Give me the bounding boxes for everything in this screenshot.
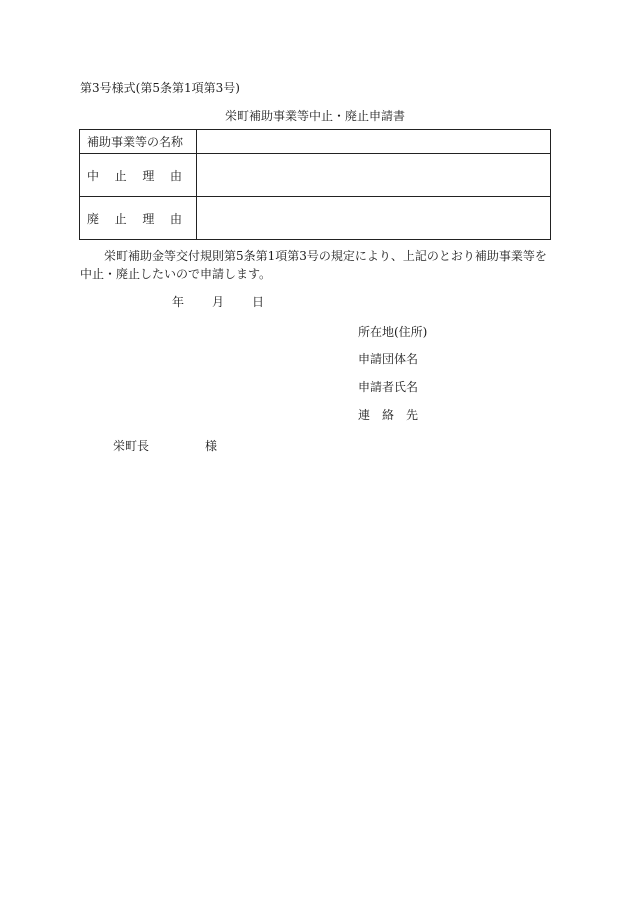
applicant-contact-label: 連 絡 先 [358,408,419,422]
addressee-name: 栄町長 [113,439,150,453]
application-table [79,129,551,240]
project-name-field[interactable] [197,130,551,154]
form-number: 第3号様式(第5条第1項第3号) [80,81,240,95]
applicant-address-label: 所在地(住所) [358,325,428,339]
project-name-label: 補助事業等の名称 [80,130,197,154]
stop-reason-field[interactable] [197,154,551,197]
application-statement: 栄町補助金等交付規則第5条第1項第3号の規定により、上記のとおり補助事業等を中止・廃止したいので申請します。 [80,249,547,281]
table-row-project-name [80,130,551,154]
table-row-abolish-reason [80,197,551,240]
addressee [113,437,217,454]
date-line [172,293,264,310]
applicant-organization-label: 申請団体名 [358,352,419,366]
applicant-name-label: 申請者氏名 [358,380,419,394]
document-title: 栄町補助事業等中止・廃止申請書 [224,109,405,123]
abolish-reason-label: 廃 止 理 由 [80,197,197,240]
addressee-honorific: 様 [205,439,218,453]
stop-reason-label: 中 止 理 由 [80,154,197,197]
date-day-label: 日 [252,295,265,309]
abolish-reason-field[interactable] [197,197,551,240]
date-year-label: 年 [172,295,185,309]
table-row-stop-reason [80,154,551,197]
date-month-label: 月 [212,295,225,309]
